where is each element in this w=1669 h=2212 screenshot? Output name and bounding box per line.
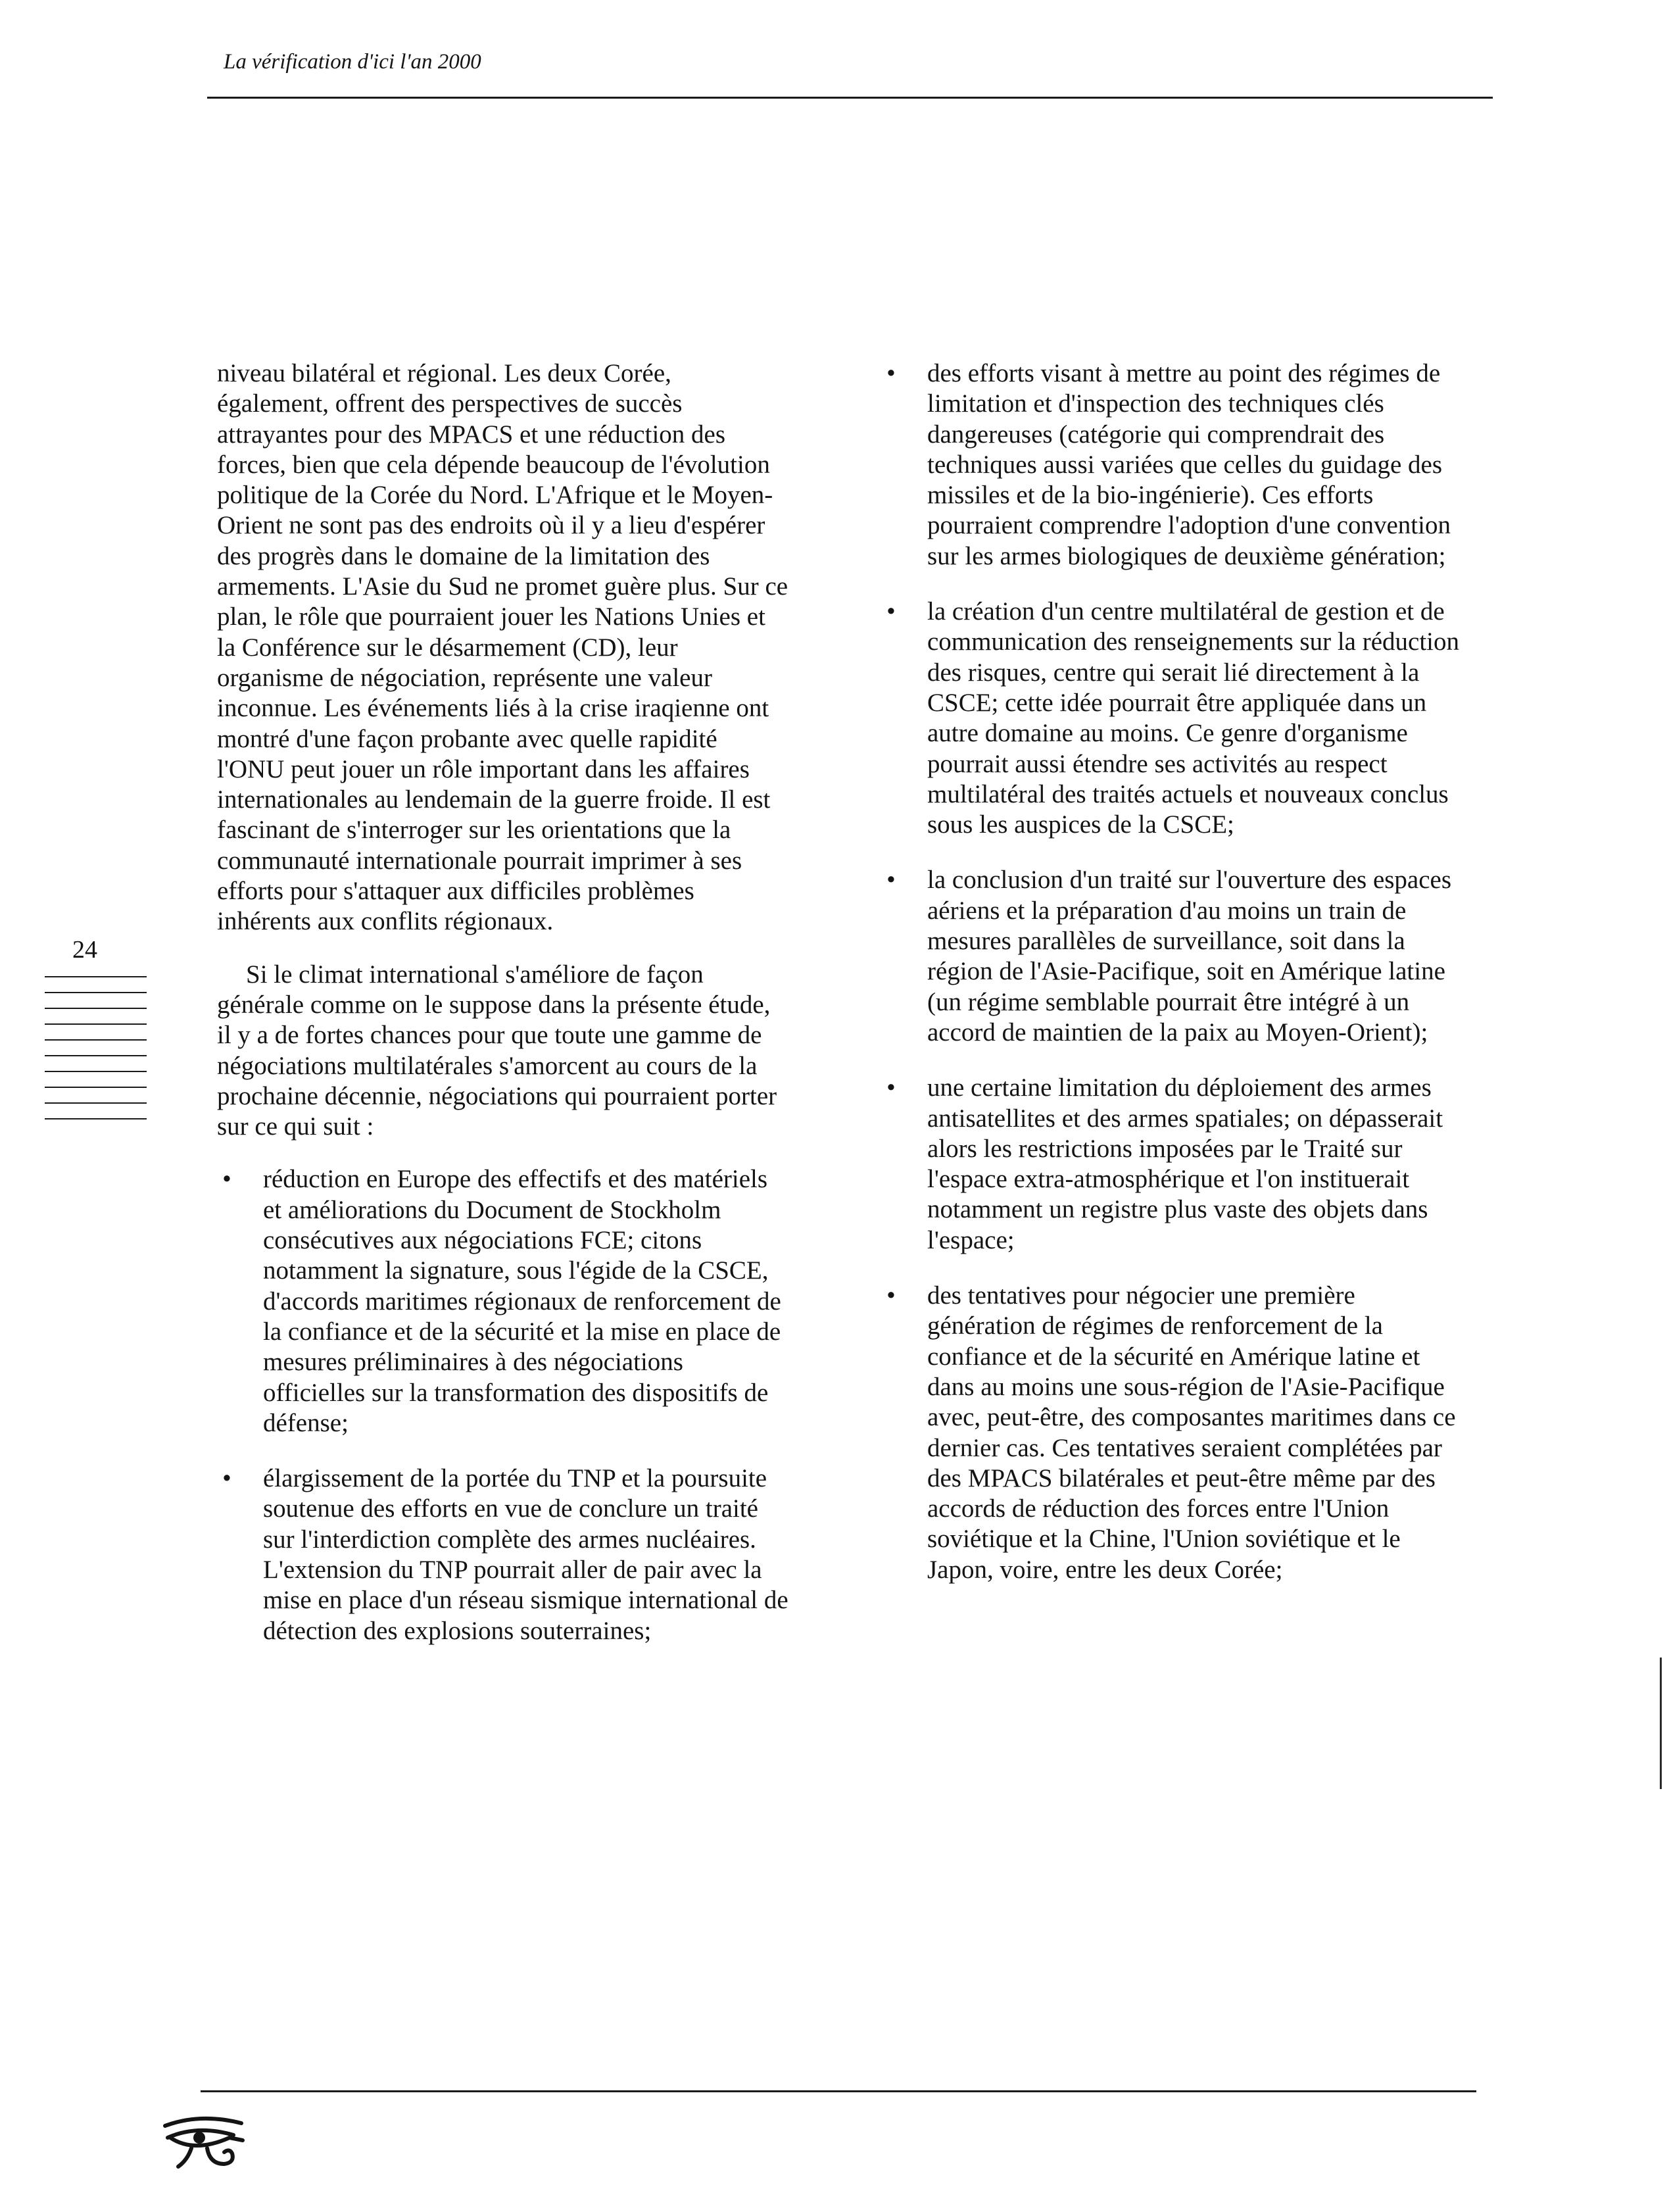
- list-item: [881, 597, 1463, 840]
- list-item-text: réduction en Europe des effectifs et des matériels et améliorations du Document de Stockholm consécutives aux négociations FCE; citons notamment la signature, sous l'égide de la CSCE, d'accords maritimes régionaux de renforcement de la confiance et de la sécurité et la mise en place de mesures préliminaires à des négociations officielles sur la transformation des dispositifs de défense;: [263, 1165, 781, 1437]
- bullet-icon: •: [886, 1073, 896, 1102]
- left-column: [217, 358, 789, 1671]
- bullet-icon: •: [886, 1281, 896, 1310]
- eye-of-horus-icon: [161, 2111, 247, 2171]
- bullet-icon: •: [222, 1165, 231, 1194]
- list-item: [217, 1164, 789, 1438]
- margin-line: [45, 1039, 147, 1041]
- right-column: [881, 358, 1463, 1610]
- list-item-text: élargissement de la portée du TNP et la poursuite soutenue des efforts en vue de conclure un traité sur l'interdiction complète des armes nucléaires. L'extension du TNP pourrait aller de pair avec la mise en place d'un réseau sismique international de détection des explosions souterraines;: [263, 1464, 788, 1645]
- list-item: [881, 1073, 1463, 1256]
- margin-line: [45, 1118, 147, 1119]
- margin-lines: [45, 976, 147, 1134]
- bullet-icon: •: [886, 597, 896, 626]
- list-item-text: des efforts visant à mettre au point des régimes de limitation et d'inspection des techniques clés dangereuses (catégorie qui comprendrait des techniques aussi variées que celles du guidage des missiles et de la bio-ingénierie). Ces efforts pourraient comprendre l'adoption d'une convention sur les armes biologiques de deuxième génération;: [927, 359, 1451, 570]
- list-item: [881, 358, 1463, 572]
- margin-line: [45, 1055, 147, 1056]
- list-item-text: la création d'un centre multilatéral de gestion et de communication des renseignements sur la réduction des risques, centre qui serait lié directement à la CSCE; cette idée pourrait être appliquée dans un autre domaine au moins. Ce genre d'organisme pourrait aussi étendre ses activités au respect multilatéral des traités actuels et nouveaux conclus sous les auspices de la CSCE;: [927, 597, 1460, 839]
- bullet-icon: •: [886, 359, 896, 387]
- footer-rule: [201, 2090, 1476, 2092]
- body-paragraph: niveau bilatéral et régional. Les deux Corée, également, offrent des perspectives de succès attrayantes pour des MPACS et une réduction des forces, bien que cela dépende beaucoup de l'évolution politique de la Corée du Nord. L'Afrique et le Moyen-Orient ne sont pas des endroits où il y a lieu d'espérer des progrès dans le domaine de la limitation des armements. L'Asie du Sud ne promet guère plus. Sur ce plan, le rôle que pourraient jouer les Nations Unies et la Conférence sur le désarmement (CD), leur organisme de négociation, représente une valeur inconnue. Les événements liés à la crise iraqienne ont montré d'une façon probante avec quelle rapidité l'ONU peut jouer un rôle important dans les affaires internationales au lendemain de la guerre froide. Il est fascinant de s'interroger sur les orientations que la communauté internationale pourrait imprimer à ses efforts pour s'attaquer aux difficiles problèmes inhérents aux conflits régionaux.: [217, 359, 788, 936]
- list-item-text: des tentatives pour négocier une première génération de régimes de renforcement de la confiance et de la sécurité en Amérique latine et dans au moins une sous-région de l'Asie-Pacifique avec, peut-être, des composantes maritimes dans ce dernier cas. Ces tentatives seraient complétées par des MPACS bilatérales et peut-être même par des accords de réduction des forces entre l'Union soviétique et la Chine, l'Union soviétique et le Japon, voire, entre les deux Corée;: [927, 1281, 1456, 1584]
- page-number: 24: [72, 936, 97, 964]
- margin-line: [45, 1102, 147, 1104]
- margin-line: [45, 992, 147, 993]
- margin-line: [45, 976, 147, 977]
- header-rule: [207, 97, 1493, 99]
- running-head: La vérification d'ici l'an 2000: [224, 50, 481, 74]
- body-paragraph: Si le climat international s'améliore de façon générale comme on le suppose dans la présente étude, il y a de fortes chances pour que toute une gamme de négociations multilatérales s'amorcent au cours de la prochaine décennie, négociations qui pourraient porter sur ce qui suit :: [217, 960, 777, 1141]
- page-edge-mark: [1660, 1658, 1662, 1789]
- bullet-icon: •: [886, 866, 896, 895]
- bullet-list: [217, 1164, 789, 1646]
- list-item: [881, 865, 1463, 1048]
- bullet-list: [881, 358, 1463, 1585]
- list-item: [217, 1463, 789, 1646]
- margin-line: [45, 1023, 147, 1025]
- bullet-icon: •: [222, 1464, 231, 1493]
- list-item-text: une certaine limitation du déploiement des armes antisatellites et des armes spatiales; on dépasserait alors les restrictions imposées par le Traité sur l'espace extra-atmosphérique et l'on instituerait notamment un registre plus vaste des objets dans l'espace;: [927, 1073, 1443, 1254]
- list-item: [881, 1281, 1463, 1585]
- list-item-text: la conclusion d'un traité sur l'ouverture des espaces aériens et la préparation d'au moins un train de mesures parallèles de surveillance, soit dans la région de l'Asie-Pacifique, soit en Amérique latine (un régime semblable pourrait être intégré à un accord de maintien de la paix au Moyen-Orient);: [927, 866, 1452, 1046]
- margin-line: [45, 1008, 147, 1009]
- margin-line: [45, 1071, 147, 1072]
- margin-line: [45, 1087, 147, 1088]
